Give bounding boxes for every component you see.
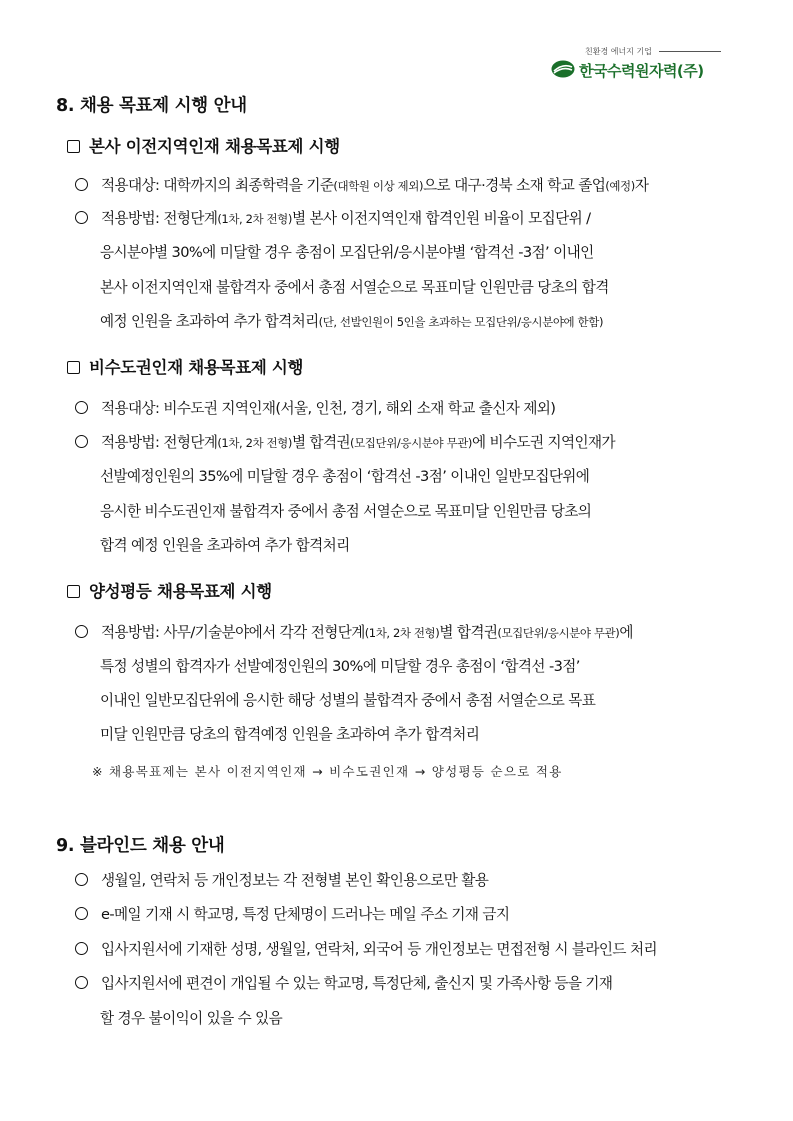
subsection-heading: 본사 이전지역인재 채용목표제 시행 (89, 137, 340, 156)
section-9-title: 9. 블라인드 채용 안내 (56, 836, 225, 856)
checkbox-square-icon (67, 585, 80, 598)
circle-bullet-icon (75, 211, 88, 224)
list-item-continuation: 특정 성별의 합격자가 선발예정인원의 30%에 미달할 경우 총점이 ‘합격선 -3점’ (100, 658, 580, 675)
list-item: e-메일 기재 시 학교명, 특정 단체명이 드러나는 메일 주소 기재 금지 (75, 899, 735, 931)
company-logo (551, 46, 731, 86)
list-item-continuation: 합격 예정 인원을 초과하여 추가 합격처리 (100, 537, 350, 554)
circle-bullet-icon (75, 976, 88, 989)
checkbox-square-icon (67, 140, 80, 153)
company-tagline: 친환경 에너지 기업 (585, 47, 652, 56)
list-item: 적용방법: 전형단계(1차, 2차 전형)별 본사 이전지역인재 합격인원 비율이 모집단위 / (75, 203, 735, 235)
tagline-rule (659, 51, 721, 52)
circle-bullet-icon (75, 942, 88, 955)
section-8-title: 8. 채용 목표제 시행 안내 (56, 96, 247, 116)
list-item: 입사지원서에 편견이 개입될 수 있는 학교명, 특정단체, 출신지 및 가족사항 등을 기재 (75, 968, 735, 1000)
subsection-heading: 비수도권인재 채용목표제 시행 (89, 358, 304, 377)
circle-bullet-icon (75, 873, 88, 886)
list-item-continuation: 응시분야별 30%에 미달할 경우 총점이 모집단위/응시분야별 ‘합격선 -3점’ 이내인 (100, 244, 594, 261)
list-item-continuation: 응시한 비수도권인재 불합격자 중에서 총점 서열순으로 목표미달 인원만큼 당초의 (100, 503, 592, 520)
company-name: 한국수력원자력(주) (579, 62, 704, 80)
list-item-continuation: 할 경우 불이익이 있을 수 있음 (100, 1010, 283, 1027)
list-item-continuation: 본사 이전지역인재 불합격자 중에서 총점 서열순으로 목표미달 인원만큼 당초의 합격 (100, 279, 609, 296)
circle-bullet-icon (75, 401, 88, 414)
circle-bullet-icon (75, 435, 88, 448)
order-note: ※ 채용목표제는 본사 이전지역인재 → 비수도권인재 → 양성평등 순으로 적용 (92, 764, 563, 779)
list-item: 적용대상: 비수도권 지역인재(서울, 인천, 경기, 해외 소재 학교 출신자 제외) (75, 393, 735, 425)
list-item: 적용방법: 전형단계(1차, 2차 전형)별 합격권(모집단위/응시분야 무관)에 비수도권 지역인재가 (75, 427, 735, 459)
list-item: 적용방법: 사무/기술분야에서 각각 전형단계(1차, 2차 전형)별 합격권(모집단위/응시분야 무관)에 (75, 617, 735, 649)
list-item-continuation: 선발예정인원의 35%에 미달할 경우 총점이 ‘합격선 -3점’ 이내인 일반모집단위에 (100, 468, 590, 485)
subsection-heading: 양성평등 채용목표제 시행 (89, 582, 272, 601)
subsection-non-capital (67, 354, 303, 378)
list-item-continuation: 이내인 일반모집단위에 응시한 해당 성별의 불합격자 중에서 총점 서열순으로 목표 (100, 692, 596, 709)
list-item: 적용대상: 대학까지의 최종학력을 기준(대학원 이상 제외)으로 대구·경북 소재 학교 졸업(예정)자 (75, 170, 735, 202)
subsection-gender-equality (67, 578, 272, 602)
logo-emblem-icon (551, 60, 575, 78)
subsection-hq-relocation (67, 133, 340, 157)
circle-bullet-icon (75, 907, 88, 920)
list-item: 입사지원서에 기재한 성명, 생월일, 연락처, 외국어 등 개인정보는 면접전형 시 블라인드 처리 (75, 934, 735, 966)
circle-bullet-icon (75, 625, 88, 638)
checkbox-square-icon (67, 361, 80, 374)
list-item: 생월일, 연락처 등 개인정보는 각 전형별 본인 확인용으로만 활용 (75, 865, 735, 897)
list-item-continuation: 미달 인원만큼 당초의 합격예정 인원을 초과하여 추가 합격처리 (100, 726, 480, 743)
circle-bullet-icon (75, 178, 88, 191)
list-item-continuation: 예정 인원을 초과하여 추가 합격처리(단, 선발인원이 5인을 초과하는 모집단위/응시분야에 한함) (100, 313, 604, 330)
